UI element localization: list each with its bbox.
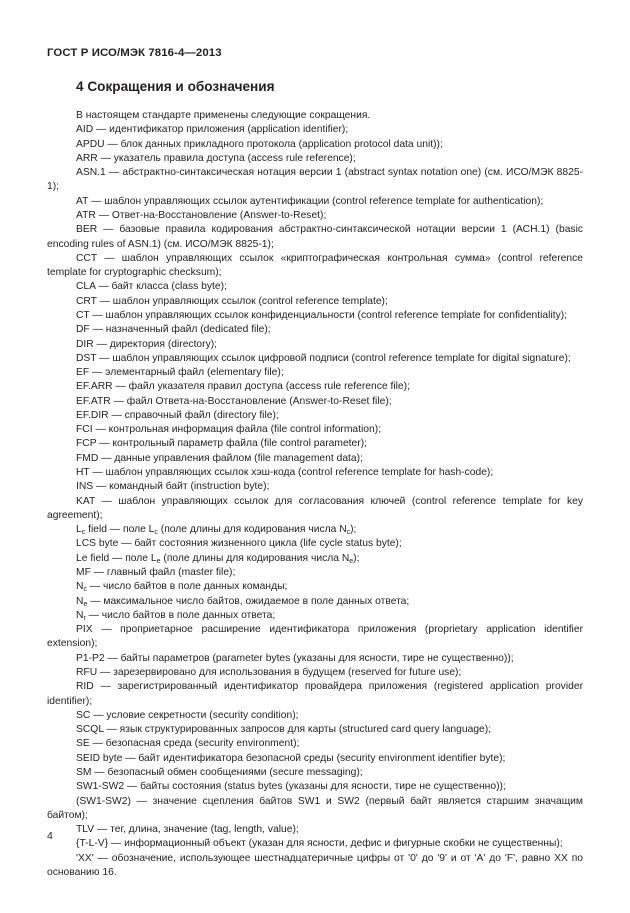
list-item: P1-P2 — байты параметров (parameter bytes (указаны для ясности, тире не существенно)); [76,652,514,664]
intro-paragraph: В настоящем стандарте применены следующие сокращения. [76,110,371,121]
running-header: ГОСТ Р ИСО/МЭК 7816-4—2013 [47,47,222,59]
list-item: ASN.1 — абстрактно-синтаксическая нотация версии 1 (abstract syntax notation one) (см. ИСО/МЭК 8825-1); [47,167,583,193]
list-item-ne: $N_e$ — максимальное число байтов, ожидаемое в поле данных ответа; [76,595,410,608]
list-item: FCP — контрольный параметр файла (file control parameter); [76,438,367,450]
list-item: RFU — зарезервировано для использования в будущем (reserved for future use); [76,666,462,678]
list-item: EF — элементарный файл (elementary file); [76,367,284,379]
list-item: 'XX' — обозначение, использующее шестнадцатеричные цифры от '0' до '9' и от 'A' до 'F', равно XX по основанию 16. [47,852,583,878]
list-item: LCS byte — байт состояния жизненного цикла (life cycle status byte); [76,538,402,550]
list-item: DIR — директория (directory); [76,338,218,350]
page-number: 4 [47,830,53,842]
list-item-lc-field: $L_c$ field — поле $L_c$ (поле длины для кодирования числа $N_c$); [76,524,357,537]
list-item: TLV — тег, длина, значение (tag, length, value); [76,824,299,836]
list-item: MF — главный файл (master file); [76,567,236,578]
list-item: CT — шаблон управляющих ссылок конфиденциальности (control reference template for confidentiality); [76,309,568,321]
list-item: SW1-SW2 — байты состояния (status bytes (указаны для ясности, тире не существенно)); [76,781,506,793]
list-item: KAT — шаблон управляющих ссылок для согласования ключей (control reference template for key agreement); [47,495,583,521]
list-item: (SW1-SW2) — значение сцепления байтов SW1 и SW2 (первый байт является старшим значащим байтом); [47,795,583,821]
list-item: SM — безопасный обмен сообщениями (secure messaging); [76,766,363,778]
list-item: SCQL — язык структурированных запросов для карты (structured card query language); [76,724,492,736]
list-item: ATR — Ответ-на-Восстановление (Answer-to-Reset); [76,209,327,221]
list-item: AT — шаблон управляющих ссылок аутентификации (control reference template for authentication); [76,195,544,207]
list-item: APDU — блок данных прикладного протокола (application protocol data unit)); [76,138,443,150]
list-item: FCI — контрольная информация файла (file control information); [76,424,382,436]
list-item: AID — идентификатор приложения (application identifier); [76,124,349,136]
list-item: PIX — проприетарное расширение идентификатора приложения (proprietary application identifier extension); [47,624,583,650]
abbreviation-list [47,109,583,880]
list-item: BER — базовые правила кодирования абстрактно-синтаксической нотации версии 1 (АСН.1) (basic encoding rules of ASN.1) (см. ИСО/МЭК 8825-1); [47,224,583,250]
list-item: DST — шаблон управляющих ссылок цифровой подписи (control reference template for digital signature); [76,352,571,364]
list-item: ARR — указатель правила доступа (access rule reference); [76,152,356,164]
list-item-nc: $N_c$ — число байтов в поле данных команды; [76,581,288,594]
list-item-nr: $N_r$ — число байтов в поле данных ответа; [76,609,276,622]
list-item: HT — шаблон управляющих ссылок хэш-кода (control reference template for hash-code); [76,467,494,479]
list-item: EF.ARR — файл указателя правил доступа (access rule reference file); [76,381,410,393]
list-item: FMD — данные управления файлом (file management data); [76,452,363,464]
list-item: SE — безопасная среда (security environment); [76,738,300,750]
section-title: 4 Сокращения и обозначения [76,79,275,94]
list-item: INS — командный байт (instruction byte); [76,481,270,493]
list-item-le-field: Le field — поле $L_e$ (поле длины для кодирования числа $N_e$); [76,552,360,565]
list-item: RID — зарегистрированный идентификатор провайдера приложения (registered application provider identifier); [47,681,583,707]
list-item: EF.DIR — справочный файл (directory file); [76,409,279,421]
list-item: SEID byte — байт идентификатора безопасной среды (security environment identifier byte); [76,752,506,764]
list-item: CRT — шаблон управляющих ссылок (control reference template); [76,295,388,307]
list-item: CLA — байт класса (class byte); [76,281,227,293]
list-item: SC — условие секретности (security condition); [76,709,299,721]
list-item: DF — назначенный файл (dedicated file); [76,324,271,336]
list-item: CCT — шаблон управляющих ссылок «криптографическая контрольная сумма» (control reference template for cryptographic checksum); [47,252,583,279]
list-item: EF.ATR — файл Ответа-на-Восстановление (Answer-to-Reset file); [76,395,392,407]
list-item: {T-L-V} — информационный объект (указан для ясности, дефис и фигурные скобки не существенны); [76,838,563,850]
